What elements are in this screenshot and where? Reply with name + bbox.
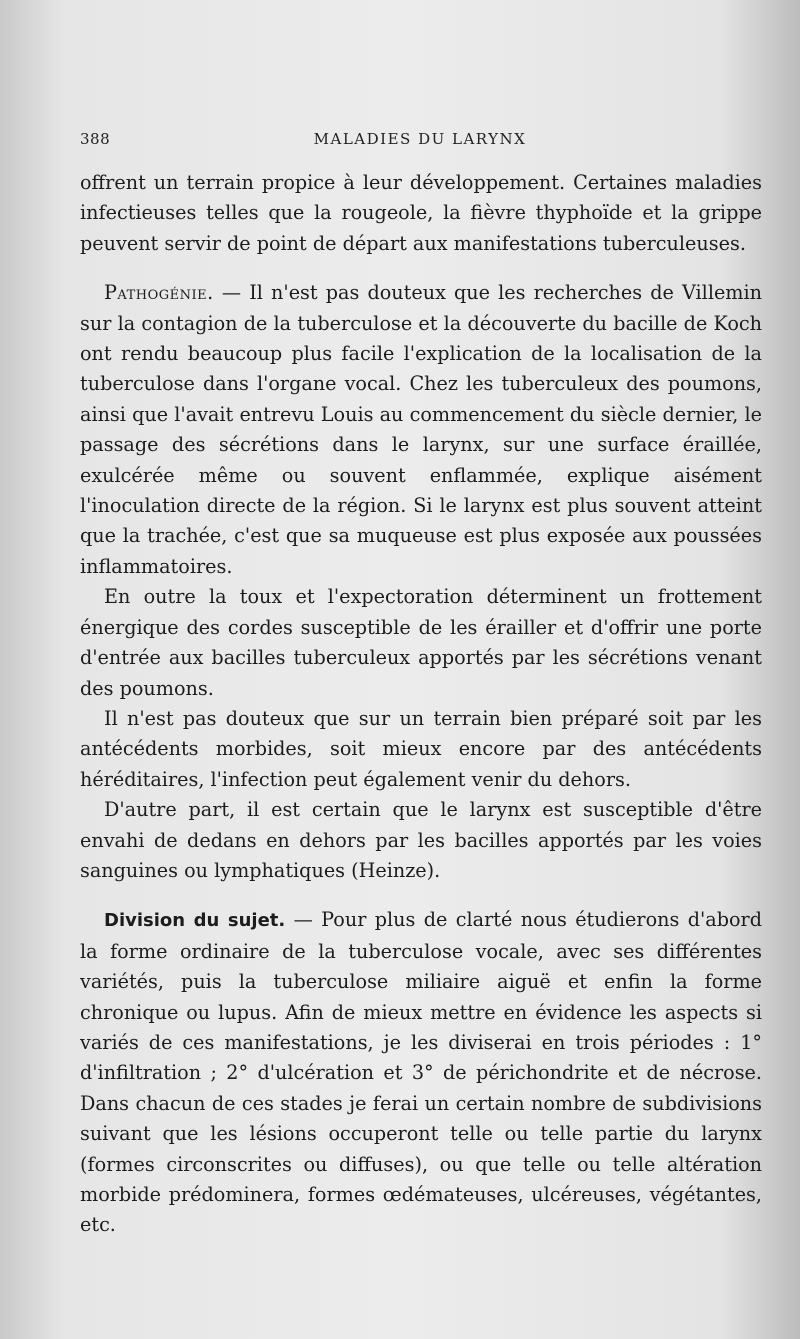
- paragraph-autre-part: [80, 795, 762, 886]
- body-text: [80, 168, 762, 1241]
- paragraph-pathogenie: [80, 278, 762, 582]
- paragraph-continuation: [80, 168, 762, 259]
- paragraph-text: Il n'est pas douteux que sur un terrain bien préparé soit par les antécédents morbides, soit mieux encore par des antécédents héréditaires, l'infection peut également venir du dehors.: [80, 706, 762, 791]
- running-title: MALADIES DU LARYNX: [313, 130, 527, 148]
- paragraph-text: — Il n'est pas douteux que les recherches de Villemin sur la contagion de la tuberculose et la découverte du bacille de Koch ont rendu beaucoup plus facile l'explication de la localisation de la tuberculose dans l'organe vocal. Chez les tuberculeux des poumons, ainsi que l'avait entrevu Louis au commencement du siècle dernier, le passage des sécrétions dans le larynx, sur une surface éraillée, exulcérée même ou souvent enflammée, explique aisément l'inoculation directe de la région. Si le larynx est plus souvent atteint que la trachée, c'est que sa muqueuse est plus exposée aux poussées inflammatoires.: [80, 281, 762, 578]
- paragraph-text: offrent un terrain propice à leur développement. Certaines maladies infectieuses telles que la rougeole, la fièvre thyphoïde et la grippe peuvent servir de point de départ aux manifestations tuberculeuses.: [80, 171, 762, 255]
- paragraph-terrain: [80, 704, 762, 795]
- page-number: 388: [80, 130, 111, 148]
- section-heading-pathogenie: Pathogénie.: [104, 281, 214, 305]
- page-header: [80, 126, 760, 156]
- paragraph-division: [80, 905, 762, 1240]
- paragraph-text: En outre la toux et l'expectoration déterminent un frottement énergique des cordes susceptible de les érailler et d'offrir une porte d'entrée aux bacilles tuberculeux apportés par les sécrétions venant des poumons.: [80, 585, 762, 700]
- section-heading-division: Division du sujet.: [104, 910, 286, 932]
- paragraph-text: D'autre part, il est certain que le larynx est susceptible d'être envahi de dedans en dehors par les bacilles apportés par les voies sanguines ou lymphatiques (Heinze).: [80, 798, 762, 882]
- paragraph-toux: [80, 582, 762, 704]
- paragraph-text: — Pour plus de clarté nous étudierons d'abord la forme ordinaire de la tuberculose vocale, avec ses différentes variétés, puis la tuberculose miliaire aiguë et enfin la forme chronique ou lupus. Afin de mieux mettre en évidence les aspects si variés de ces manifestations, je les diviserai en trois périodes : 1° d'infiltration ; 2° d'ulcération et 3° de périchondrite et de nécrose. Dans chacun de ces stades je ferai un certain nombre de subdivisions suivant que les lésions occuperont telle ou telle partie du larynx (formes circonscrites ou diffuses), ou que telle ou telle altération morbide prédominera, formes œdémateuses, ulcéreuses, végétantes, etc.: [80, 908, 762, 1237]
